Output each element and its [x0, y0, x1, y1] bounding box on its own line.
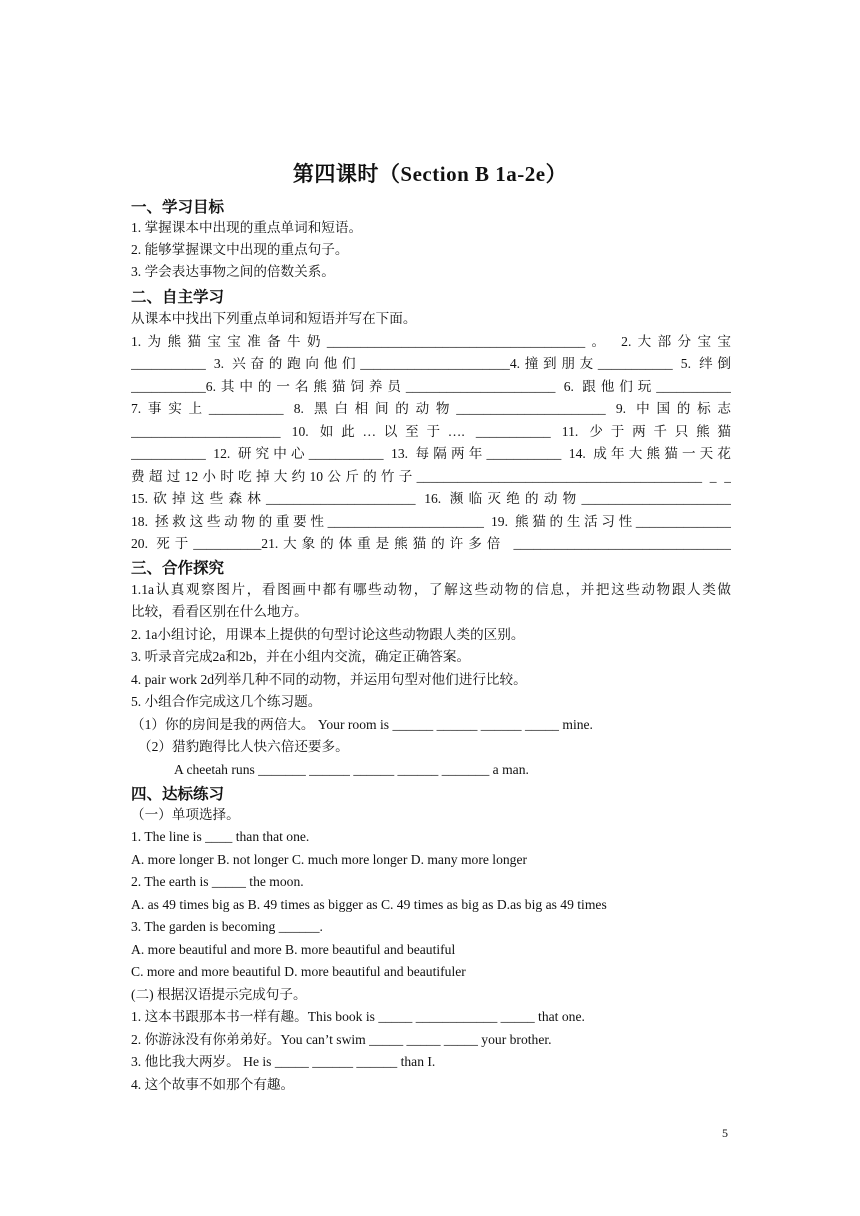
cooperation-line: 5. 小组合作完成这几个练习题。: [131, 694, 322, 709]
practice-line: (二) 根据汉语提示完成句子。: [131, 987, 307, 1002]
cooperation-line: A cheetah runs _______ ______ ______ ______ _______ a man.: [174, 762, 529, 777]
self-study-line: 20. 死于__________21.大象的体重是熊猫的许多倍 ________________________________: [131, 536, 731, 551]
practice-line: 4. 这个故事不如那个有趣。: [131, 1077, 295, 1092]
practice-line: C. more and more beautiful D. more beautiful and beautifuler: [131, 964, 466, 979]
self-study-line: ______________________ 10. 如此…以至于…. ___________ 11. 少于两千只熊猫: [131, 424, 731, 439]
practice-line: 3. 他比我大两岁。 He is _____ ______ ______ than I.: [131, 1054, 436, 1069]
practice-line: 2. 你游泳没有你弟弟好。You can’t swim _____ _____ _____ your brother.: [131, 1032, 552, 1047]
lesson-title: 第四课时（Section B 1a-2e）: [292, 162, 568, 186]
cooperation-line: 3. 听录音完成2a和2b，并在小组内交流，确定正确答案。: [131, 649, 471, 664]
self-study-line: 7.事实上___________ 8. 黑白相间的动物______________________ 9. 中国的标志: [131, 401, 731, 416]
section-heading-objectives: 一、学习目标: [131, 199, 225, 216]
cooperation-line: 1.1a认真观察图片，看图画中都有哪些动物，了解这些动物的信息，并把这些动物跟人类做: [131, 582, 731, 597]
objective-line: 3. 学会表达事物之间的倍数关系。: [131, 264, 335, 279]
self-study-line: ___________ 3. 兴奋的跑向他们______________________4.撞到朋友___________ 5. 绊倒: [131, 356, 731, 371]
section-heading-practice: 四、达标练习: [131, 786, 225, 803]
self-study-line: 费超过12小时吃掉大约10公斤的竹子__________________________________________ _ _: [131, 469, 731, 484]
cooperation-line: （1）你的房间是我的两倍大。 Your room is ______ ______ ______ _____ mine.: [131, 717, 593, 732]
practice-line: 2. The earth is _____ the moon.: [131, 874, 304, 889]
section-heading-cooperation: 三、合作探究: [131, 560, 225, 577]
self-study-line: 15.砍掉这些森林______________________ 16. 濒临灭绝的动物______________________: [131, 491, 731, 506]
cooperation-line: 比较，看看区别在什么地方。: [131, 604, 308, 619]
self-study-line: ___________ 12. 研究中心___________ 13. 每隔两年___________ 14. 成年大熊猫一天花: [131, 446, 731, 461]
self-study-line: 从课本中找出下列重点单词和短语并写在下面。: [131, 311, 417, 326]
cooperation-line: 4. pair work 2d列举几种不同的动物，并运用句型对他们进行比较。: [131, 672, 527, 687]
practice-line: 1. 这本书跟那本书一样有趣。This book is _____ ____________ _____ that one.: [131, 1009, 585, 1024]
practice-line: A. more beautiful and more B. more beautiful and beautiful: [131, 942, 456, 957]
practice-line: A. as 49 times big as B. 49 times as bigger as C. 49 times as big as D.as big as 49 times: [131, 897, 607, 912]
objective-line: 1. 掌握课本中出现的重点单词和短语。: [131, 220, 363, 235]
practice-line: A. more longer B. not longer C. much more longer D. many more longer: [131, 852, 528, 867]
cooperation-line: （2）猎豹跑得比人快六倍还要多。: [138, 739, 349, 754]
section-heading-self-study: 二、自主学习: [131, 289, 225, 306]
practice-line: 1. The line is ____ than that one.: [131, 829, 310, 844]
cooperation-line: 2. 1a小组讨论，用课本上提供的句型讨论这些动物跟人类的区别。: [131, 627, 525, 642]
self-study-line: ___________6.其中的一名熊猫饲养员______________________ 6. 跟他们玩___________: [131, 379, 731, 394]
practice-line: （一）单项选择。: [131, 807, 240, 822]
objective-line: 2. 能够掌握课文中出现的重点句子。: [131, 242, 349, 257]
self-study-line: 1.为熊猫宝宝准备牛奶______________________________________。 2.大部分宝宝: [131, 334, 731, 349]
page-number: 5: [722, 1126, 728, 1140]
practice-line: 3. The garden is becoming ______.: [131, 919, 323, 934]
self-study-line: 18. 拯救这些动物的重要性_______________________ 19. 熊猫的生活习性______________: [131, 514, 731, 529]
